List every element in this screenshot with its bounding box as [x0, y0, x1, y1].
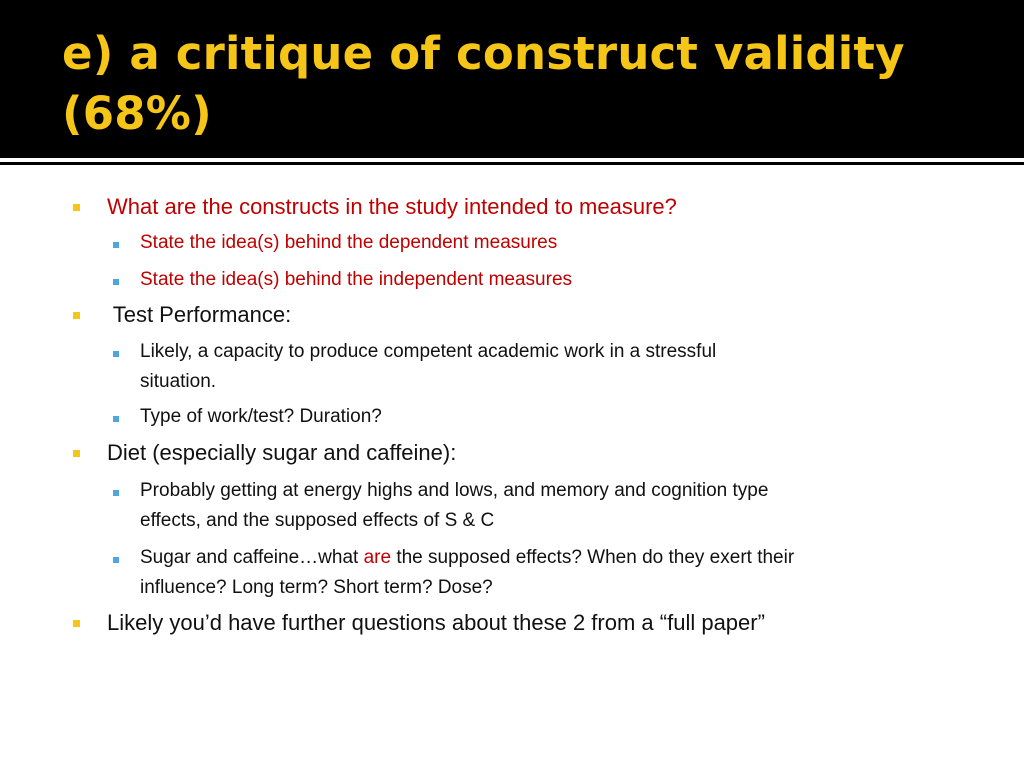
bullet-3-sub-2-emphasis: are: [363, 547, 392, 568]
slide-title-line-1: e) a critique of construct validity: [62, 27, 905, 80]
slide-title-line-2: (68%): [62, 87, 212, 140]
bullet-2-sub-1-line-1: Likely, a capacity to produce competent academic work in a stressful: [140, 341, 717, 362]
bullet-3-sub-2-text-c: the supposed effects? When do they exert their: [391, 547, 795, 568]
square-bullet-icon: [113, 557, 119, 563]
square-bullet-icon: [73, 312, 80, 319]
square-bullet-icon: [73, 204, 80, 211]
bullet-1-sub-2: State the idea(s) behind the independent measures: [140, 269, 573, 290]
square-bullet-icon: [113, 242, 119, 248]
bullet-2-sub-2: Type of work/test? Duration?: [140, 406, 382, 427]
bullet-3-sub-2-line-1: [140, 547, 794, 569]
bullet-3-text: Diet (especially sugar and caffeine):: [107, 440, 457, 465]
bullet-1-sub-1: State the idea(s) behind the dependent measures: [140, 232, 558, 253]
square-bullet-icon: [113, 490, 119, 496]
bullet-3-sub-2-line-2: influence? Long term? Short term? Dose?: [140, 577, 493, 598]
square-bullet-icon: [113, 416, 119, 422]
bullet-3-sub-1-line-2: effects, and the supposed effects of S & C: [140, 510, 495, 531]
bullet-2-text: Test Performance:: [107, 302, 292, 327]
square-bullet-icon: [113, 279, 119, 285]
bullet-4-text: Likely you’d have further questions about these 2 from a “full paper”: [107, 610, 765, 635]
bullet-3-sub-1-line-1: Probably getting at energy highs and lows, and memory and cognition type: [140, 480, 769, 501]
bullet-3-sub-2-text-a: Sugar and caffeine…what: [140, 547, 364, 568]
bullet-2-sub-1-line-2: situation.: [140, 371, 217, 392]
square-bullet-icon: [73, 450, 80, 457]
bullet-1-text: What are the constructs in the study intended to measure?: [107, 194, 677, 219]
square-bullet-icon: [73, 620, 80, 627]
square-bullet-icon: [113, 351, 119, 357]
